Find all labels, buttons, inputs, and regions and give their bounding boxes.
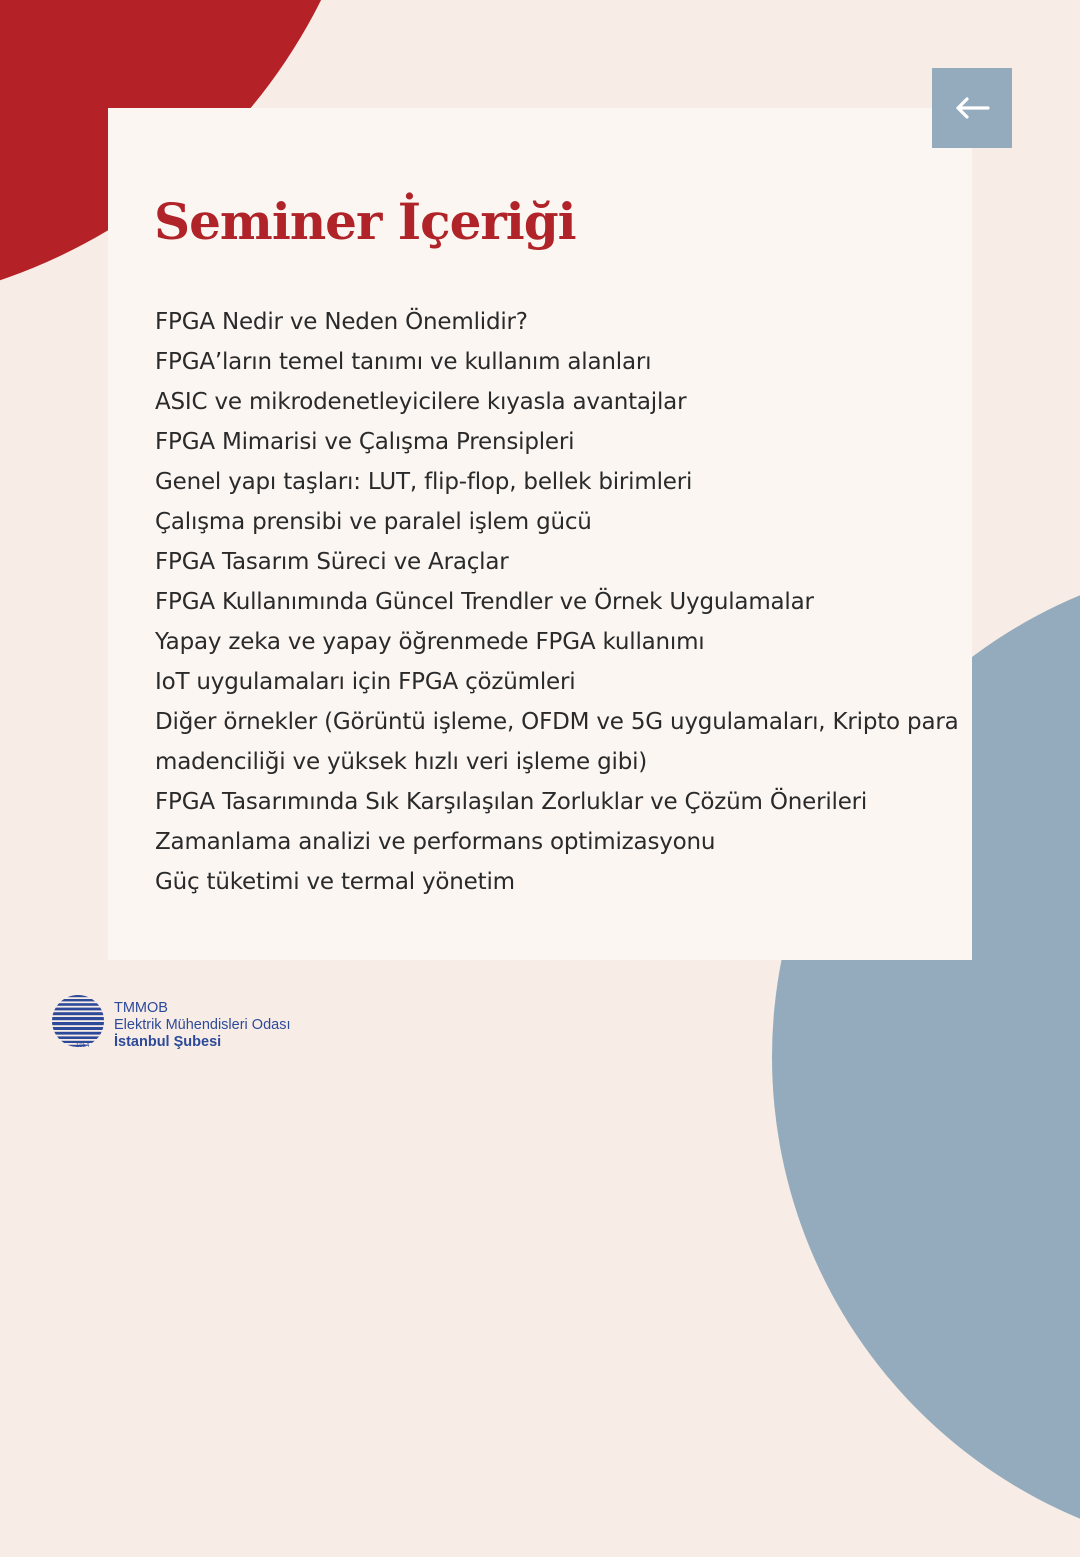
list-item: ASIC ve mikrodenetleyicilere kıyasla avantajlar (155, 389, 687, 415)
logo-year: 1954 (76, 1043, 90, 1049)
logo-line-3: İstanbul Şubesi (114, 1034, 222, 1050)
list-item: IoT uygulamaları için FPGA çözümleri (155, 669, 576, 695)
seminar-topics-list (155, 302, 960, 902)
list-item: Çalışma prensibi ve paralel işlem gücü (155, 509, 592, 535)
list-item: Genel yapı taşları: LUT, flip-flop, bellek birimleri (155, 469, 693, 495)
list-item: FPGA Tasarımında Sık Karşılaşılan Zorluklar ve Çözüm Önerileri (155, 789, 868, 815)
list-item: FPGA Tasarım Süreci ve Araçlar (155, 549, 509, 575)
arrow-left-icon (954, 96, 990, 120)
list-item: Diğer örnekler (Görüntü işleme, OFDM ve 5G uygulamaları, Kripto para madenciliği ve yüksek hızlı veri işleme gibi) (155, 709, 959, 775)
list-item: FPGA Mimarisi ve Çalışma Prensipleri (155, 429, 575, 455)
back-button[interactable] (932, 68, 1012, 148)
page-title: Seminer İçeriği (154, 192, 576, 251)
list-item: FPGA Kullanımında Güncel Trendler ve Örnek Uygulamalar (155, 589, 814, 615)
list-item: Güç tüketimi ve termal yönetim (155, 869, 515, 895)
list-item: Zamanlama analizi ve performans optimizasyonu (155, 829, 716, 855)
list-item: FPGA’ların temel tanımı ve kullanım alanları (155, 349, 652, 375)
list-item: FPGA Nedir ve Neden Önemlidir? (155, 309, 528, 335)
list-item: Yapay zeka ve yapay öğrenmede FPGA kullanımı (155, 629, 705, 655)
emo-logo (50, 992, 370, 1062)
logo-line-2: Elektrik Mühendisleri Odası (114, 1017, 291, 1033)
logo-line-1: TMMOB (114, 1000, 168, 1016)
